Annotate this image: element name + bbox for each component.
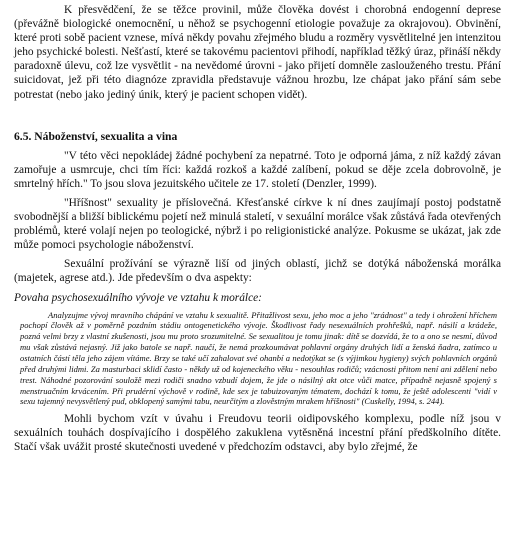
subheading: Povaha psychosexuálního vývoje ve vztahu k morálce:	[14, 291, 262, 304]
sinfulness-paragraph: "Hříšnost" sexuality je příslovečná. Křesťanské církve k ní dnes zaujímají postoj podstatně svobodnější a bližší biblickému pojetí než minulá staletí, v sexuální morálce však zůstává řada otevřených problémů, které volají nejen po teologické, nýbrž i po religionistické analýze. Pokusme se ukázat, jak zde může pomoci psychologie náboženství.	[14, 196, 501, 252]
aspects-paragraph: Sexuální prožívání se výrazně liší od jiných oblastí, jichž se dotýká náboženská morálka (majetek, agrese atd.). Jde především o dva aspekty:	[14, 258, 501, 285]
block-quote-text: Analyzujme vývoj mravního chápání ve vztahu k sexualitě. Přitažlivost sexu, jeho moc a jeho "zrádnost" a tedy i ohrožení hříchem pochopí člověk až v poměrně pozdním stádiu ontogenetického vývoje. Škodlivost řady nesexuálních prohřešků, např. násilí a krádeže, pozná velmi brzy z vlastní zkušenosti, jsou mu proto srozumitelné. Se sexualitou je tomu jinak: dítě se dozvídá, že to a ono se nesmí, důvod mu však zůstává nejasný. Již jako batole se např. naučí, že nemá prozkoumávat pohlavní orgány druhých lidí a ženská ňadra, zatímco u ostatních částí těla jeho zájem vítáme. Brzy se také učí zahalovat své ohanbí a nedotýkat se (s výjimkou hygieny) svých pohlavních orgánů před druhými lidmi. Za masturbaci sklidí často - někdy už od kojeneckého věku - nesouhlas rodičů; vzácnosti přitom není ani zdělení nebo trest. Náhodné pozorování souložě mezi rodiči snadno vzbudí dojem, že jde o násilný akt otce vůči matce, případně nejasně spojený s menstruačním krvácením. Při prudérní výchově v rodině, kde sex je tabuizovaným tématem, dochází k tomu, že ještě adolescenti "vidí v sexu tajemný nevysvětlený pud, obklopený samými tabu, neurčitým a zlověstným mrakem hříšnosti" (Cuskelly, 1994, s. 244).	[20, 309, 497, 407]
closing-paragraph: Mohli bychom vzít v úvahu i Freudovu teorii oidipovského komplexu, podle níž jsou v sexuálních touhách dospívajícího i dospělého zakuklena vytěsněná incestní přání předškolního dítěte. Stačí však uvážit prosté skutečnosti uvedené v předchozím odstavci, aby bylo zřejmé, že	[14, 413, 501, 454]
intro-paragraph: K přesvědčení, že se těžce provinil, může člověka dovést i chorobná endogenní deprese (převážně biologické onemocnění, u něhož se psychogenní etiologie považuje za okrajovou). Obvinění, které proti sobě pacient vznese, mívá někdy povahu zřejmého bludu a rozměry vysvětlitelné jen intenzitou jeho psychické bolesti. Nešťastí, které se takovému pacientovi přihodí, například těžký úraz, přináší někdy paradoxně úlevu, což lze vysvětlit - na nevědomé úrovni - jako přijetí domněle zaslouženého trestu. Přání suicidovat, jež při této diagnóze zpravidla představuje vážnou hrozbu, lze chápat jako přání sám sebe potrestat (nebo jako jediný únik, který je pacient schopen vidět).	[14, 4, 501, 101]
section-heading: 6.5. Náboženství, sexualita a vina	[14, 129, 178, 143]
quote-paragraph: "V této věci nepokládej žádné pochybení za nepatrné. Toto je odporná jáma, z níž každý závan zamořuje a usmrcuje, chci tím říci: každá rozkoš a každé zalíbení, pokud se děje zcela dobrovolně, je smrtelný hřích." To jsou slova jezuitského učitele ze 17. století (Denzler, 1999).	[14, 149, 501, 190]
block-quote	[20, 310, 497, 408]
